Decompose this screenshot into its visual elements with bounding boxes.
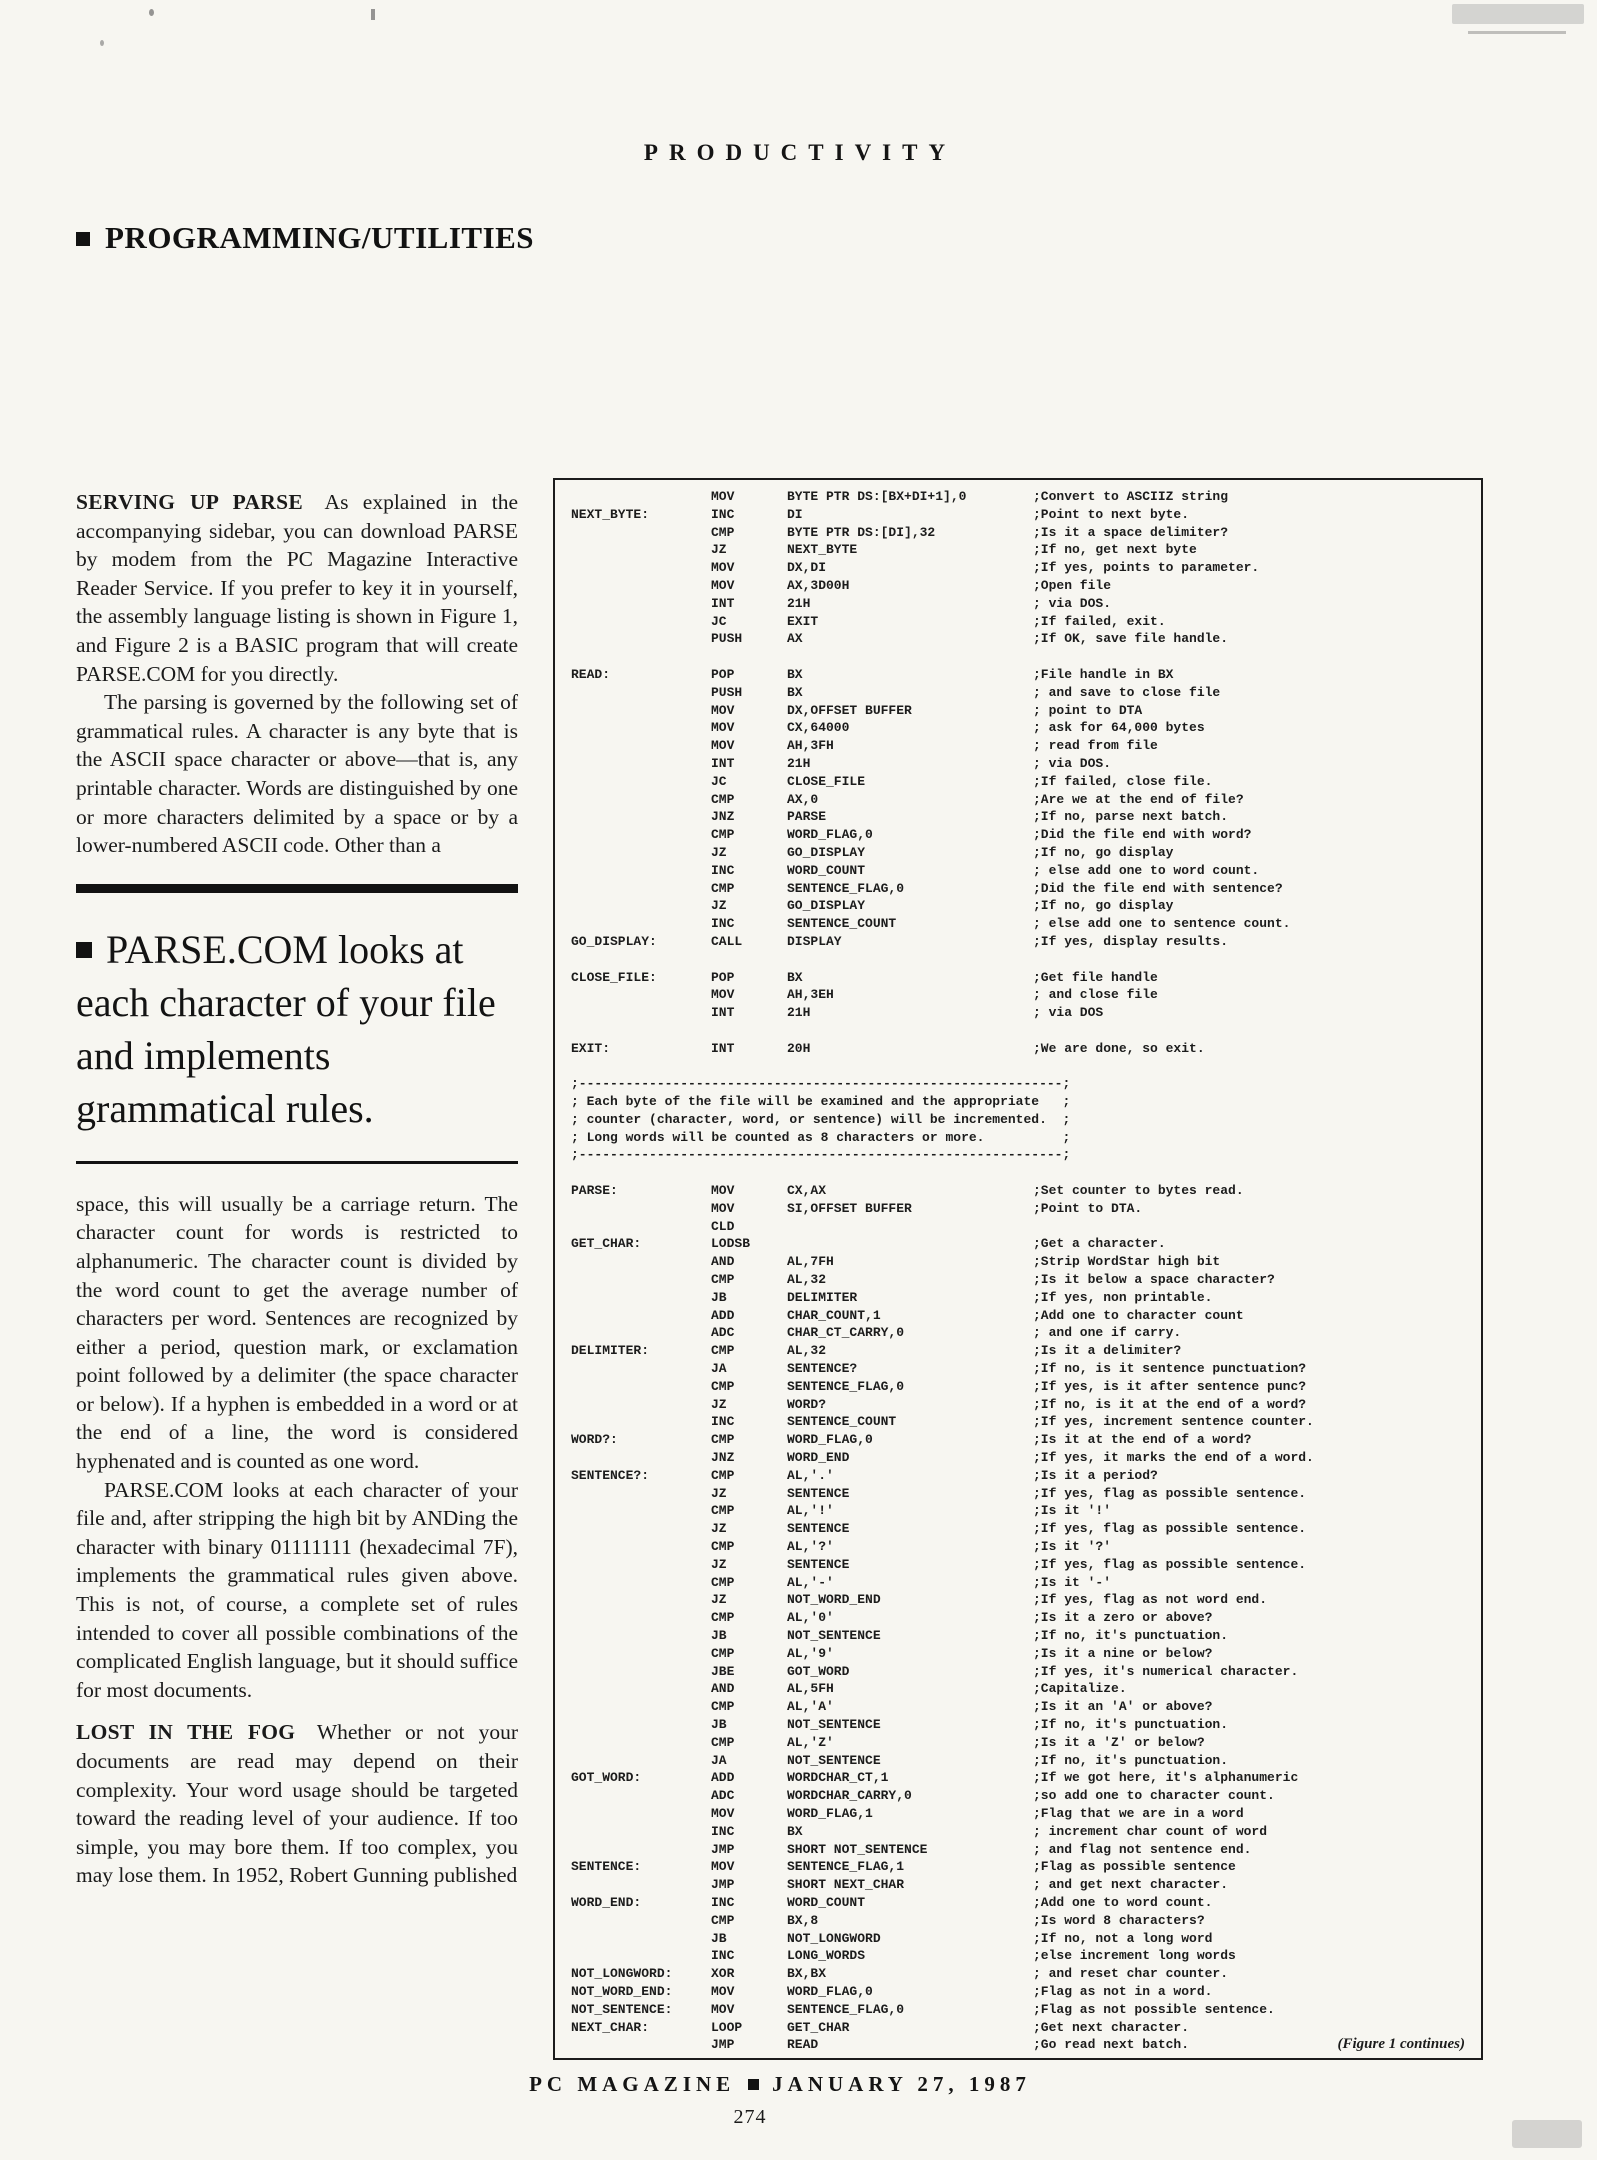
- code-line: CLOSE_FILE: POP BX ;Get file handle: [571, 969, 1158, 985]
- code-line: CMP AX,0 ;Are we at the end of file?: [711, 791, 1244, 807]
- code-line: AND AL,5FH ;Capitalize.: [711, 1681, 1127, 1697]
- scan-artifact: [100, 40, 104, 46]
- code-line: MOV SI,OFFSET BUFFER ;Point to DTA.: [711, 1200, 1143, 1216]
- code-line: ; Each byte of the file will be examined and the appropriate ;: [571, 1094, 1071, 1110]
- code-line: JC EXIT ;If failed, exit.: [711, 613, 1166, 629]
- code-line: WORD_END: INC WORD_COUNT ;Add one to word count.: [571, 1894, 1213, 1910]
- article-column: [76, 488, 518, 1890]
- code-line: SENTENCE: MOV SENTENCE_FLAG,1 ;Flag as possible sentence: [571, 1859, 1236, 1875]
- code-line: PUSH BX ; and save to close file: [711, 684, 1221, 700]
- article-paragraphs-bottom: [76, 1190, 518, 1890]
- code-line: INC WORD_COUNT ; else add one to word count.: [711, 862, 1260, 878]
- running-head: PRODUCTIVITY: [643, 140, 957, 165]
- code-line: PARSE: MOV CX,AX ;Set counter to bytes read.: [571, 1183, 1244, 1199]
- code-line: ;--------------------------------------------------------------;: [571, 1076, 1071, 1092]
- code-line: JZ SENTENCE ;If yes, flag as possible sentence.: [711, 1485, 1307, 1501]
- code-line: PUSH AX ;If OK, save file handle.: [711, 631, 1229, 647]
- code-line: DELIMITER: CMP AL,32 ;Is it a delimiter?: [571, 1343, 1182, 1359]
- code-line: CMP AL,'Z' ;Is it a 'Z' or below?: [711, 1734, 1205, 1750]
- code-line: JZ WORD? ;If no, is it at the end of a word?: [711, 1396, 1307, 1412]
- code-line: JC CLOSE_FILE ;If failed, close file.: [711, 773, 1213, 789]
- scan-artifact: [1468, 31, 1566, 34]
- article-paragraph: SERVING UP PARSE As explained in the accompanying sidebar, you can download PARSE by modem from the PC Magazine Interactive Reader Service. If you prefer to key it in yourself, the assembly language listing is shown in Figure 1, and Figure 2 is a BASIC program that will create PARSE.COM for you directly.: [76, 490, 518, 686]
- code-line: JNZ PARSE ;If no, parse next batch.: [711, 809, 1229, 825]
- code-line: JA SENTENCE? ;If no, is it sentence punctuation?: [711, 1361, 1307, 1377]
- code-line: CMP BX,8 ;Is word 8 characters?: [711, 1912, 1205, 1928]
- square-bullet-icon: [748, 2079, 759, 2090]
- code-line: JA NOT_SENTENCE ;If no, it's punctuation.: [711, 1752, 1229, 1768]
- code-line: GOT_WORD: ADD WORDCHAR_CT,1 ;If we got here, it's alphanumeric: [571, 1770, 1299, 1786]
- code-line: JB NOT_SENTENCE ;If no, it's punctuation.: [711, 1628, 1229, 1643]
- code-line: READ: POP BX ;File handle in BX: [571, 666, 1174, 682]
- code-line: WORD?: CMP WORD_FLAG,0 ;Is it at the end of a word?: [571, 1432, 1252, 1448]
- code-lines: [571, 488, 1481, 2054]
- code-line: JNZ WORD_END ;If yes, it marks the end of a word.: [711, 1450, 1314, 1466]
- page-footer: [0, 2072, 1560, 2097]
- page-number: 274: [733, 2106, 767, 2128]
- code-line: ADC CHAR_CT_CARRY,0 ; and one if carry.: [711, 1325, 1182, 1341]
- code-line: [571, 1022, 1481, 1040]
- scan-artifact: [371, 9, 375, 20]
- code-line: JB DELIMITER ;If yes, non printable.: [711, 1289, 1213, 1305]
- code-line: CMP SENTENCE_FLAG,0 ;If yes, is it after sentence punc?: [711, 1378, 1307, 1394]
- code-line: JZ GO_DISPLAY ;If no, go display: [711, 844, 1174, 860]
- code-line: SENTENCE?: CMP AL,'.' ;Is it a period?: [571, 1467, 1158, 1483]
- section-heading: [76, 220, 534, 256]
- run-in-heading: LOST IN THE FOG: [76, 1720, 296, 1745]
- code-line: INC LONG_WORDS ;else increment long words: [711, 1948, 1236, 1964]
- code-line: JMP SHORT NOT_SENTENCE ; and flag not sentence end.: [711, 1841, 1252, 1857]
- scan-artifact: [1512, 2120, 1582, 2148]
- code-line: CMP BYTE PTR DS:[DI],32 ;Is it a space delimiter?: [711, 524, 1229, 540]
- code-line: MOV BYTE PTR DS:[BX+DI+1],0 ;Convert to ASCIIZ string: [711, 489, 1229, 504]
- thick-rule: [76, 884, 518, 893]
- code-line: CMP AL,'-' ;Is it '-': [711, 1574, 1112, 1590]
- code-line: MOV DX,OFFSET BUFFER ; point to DTA: [711, 702, 1143, 718]
- scan-artifact: [149, 9, 154, 16]
- code-line: [571, 1058, 1481, 1076]
- code-line: MOV AX,3D00H ;Open file: [711, 577, 1112, 593]
- code-line: CMP AL,'9' ;Is it a nine or below?: [711, 1645, 1213, 1661]
- code-line: INT 21H ; via DOS.: [711, 595, 1112, 611]
- code-line: CMP SENTENCE_FLAG,0 ;Did the file end with sentence?: [711, 880, 1283, 896]
- code-line: JMP READ ;Go read next batch. (Figure 1 continues): [711, 2036, 1465, 2053]
- code-line: [571, 951, 1481, 969]
- footer-magazine: PC MAGAZINE: [529, 2072, 736, 2096]
- code-line: JZ NOT_WORD_END ;If yes, flag as not word end.: [711, 1592, 1268, 1608]
- code-line: CMP AL,'A' ;Is it an 'A' or above?: [711, 1699, 1213, 1715]
- code-line: [571, 648, 1481, 666]
- code-line: JB NOT_SENTENCE ;If no, it's punctuation.: [711, 1716, 1229, 1732]
- code-line: AND AL,7FH ;Strip WordStar high bit: [711, 1254, 1221, 1270]
- code-line: JMP SHORT NEXT_CHAR ; and get next character.: [711, 1877, 1229, 1893]
- code-line: INC SENTENCE_COUNT ; else add one to sentence count.: [711, 916, 1291, 932]
- code-line: NOT_WORD_END: MOV WORD_FLAG,0 ;Flag as not in a word.: [571, 1983, 1213, 1999]
- code-line: ADC WORDCHAR_CARRY,0 ;so add one to character count.: [711, 1788, 1275, 1804]
- code-line: CMP WORD_FLAG,0 ;Did the file end with word?: [711, 827, 1252, 843]
- scan-artifact: [1452, 4, 1584, 24]
- code-line: INT 21H ; via DOS.: [711, 755, 1112, 771]
- code-line: MOV AH,3EH ; and close file: [711, 987, 1158, 1003]
- code-line: EXIT: INT 20H ;We are done, so exit.: [571, 1040, 1205, 1056]
- code-line: JZ SENTENCE ;If yes, flag as possible sentence.: [711, 1556, 1307, 1572]
- code-line: GET_CHAR: LODSB ;Get a character.: [571, 1236, 1166, 1252]
- article-paragraph: space, this will usually be a carriage return. The character count for words is restricted to alphanumeric. The character count is divided by the word count to get the average number of characters per word. Sentences are recognized by either a period, question mark, or exclamation point followed by a delimiter (the space character or below). If a hyphen is embedded in a word or at the end of a line, the word is considered hyphenated and is counted as one word.: [76, 1191, 518, 1474]
- code-line: CMP AL,'?' ;Is it '?': [711, 1539, 1112, 1555]
- code-line: ; counter (character, word, or sentence) will be incremented. ;: [571, 1111, 1071, 1127]
- code-line: NOT_LONGWORD: XOR BX,BX ; and reset char counter.: [571, 1966, 1229, 1982]
- pull-quote: [76, 923, 518, 1135]
- code-line: INC SENTENCE_COUNT ;If yes, increment sentence counter.: [711, 1414, 1314, 1430]
- article-paragraphs-top: [76, 488, 518, 860]
- article-paragraph: PARSE.COM looks at each character of your file and, after stripping the high bit by ANDing the character with binary 01111111 (hexadecimal 7F), implements the grammatical rules given above. This is not, of course, a complete set of rules intended to cover all possible combinations of the complicated English language, but it should suffice for most documents.: [76, 1477, 518, 1702]
- article-paragraph: LOST IN THE FOG Whether or not your documents are read may depend on their complexity. Your word usage should be targeted toward the reading level of your audience. If too simple, you may bore them. If too complex, you may lose them. In 1952, Robert Gunning published: [76, 1720, 518, 1888]
- code-line: CMP AL,'!' ;Is it '!': [711, 1503, 1112, 1519]
- code-line: INT 21H ; via DOS: [711, 1005, 1104, 1021]
- square-bullet-icon: [76, 232, 90, 246]
- code-line: JZ GO_DISPLAY ;If no, go display: [711, 898, 1174, 914]
- code-line: MOV DX,DI ;If yes, points to parameter.: [711, 560, 1260, 576]
- code-line: JZ NEXT_BYTE ;If no, get next byte: [711, 542, 1197, 558]
- code-line: CMP AL,'0' ;Is it a zero or above?: [711, 1610, 1213, 1626]
- code-line: ; Long words will be counted as 8 characters or more. ;: [571, 1129, 1071, 1145]
- code-line: JBE GOT_WORD ;If yes, it's numerical character.: [711, 1663, 1299, 1679]
- footer-date: JANUARY 27, 1987: [772, 2072, 1031, 2096]
- section-heading-text: PROGRAMMING/UTILITIES: [105, 220, 535, 255]
- code-line: [571, 1164, 1481, 1182]
- code-line: ;--------------------------------------------------------------;: [571, 1147, 1071, 1163]
- code-line: NOT_SENTENCE: MOV SENTENCE_FLAG,0 ;Flag as not possible sentence.: [571, 2001, 1275, 2017]
- code-line: CLD: [711, 1218, 735, 1234]
- code-line: GO_DISPLAY: CALL DISPLAY ;If yes, display results.: [571, 933, 1229, 949]
- code-line: JZ SENTENCE ;If yes, flag as possible sentence.: [711, 1521, 1307, 1537]
- pull-quote-text: PARSE.COM looks at each character of your file and implements grammatical rules.: [76, 926, 496, 1131]
- figure-1-code-box: [553, 478, 1483, 2060]
- code-line: CMP AL,32 ;Is it below a space character?: [711, 1272, 1275, 1288]
- article-paragraph: The parsing is governed by the following set of grammatical rules. A character is any byte that is the ASCII space character or above—that is, any printable character. Words are distinguished by one or more characters delimited by a space or by a lower-numbered ASCII code. Other than a: [76, 690, 518, 858]
- code-line: INC BX ; increment char count of word: [711, 1823, 1268, 1839]
- code-line: JB NOT_LONGWORD ;If no, not a long word: [711, 1930, 1213, 1946]
- run-in-heading: SERVING UP PARSE: [76, 490, 304, 514]
- thin-rule: [76, 1161, 518, 1164]
- code-line: ADD CHAR_COUNT,1 ;Add one to character count: [711, 1307, 1244, 1323]
- figure-continues-note: (Figure 1 continues): [1337, 2036, 1465, 2053]
- code-line: NEXT_CHAR: LOOP GET_CHAR ;Get next character.: [571, 2019, 1190, 2035]
- code-line: MOV WORD_FLAG,1 ;Flag that we are in a word: [711, 1805, 1244, 1821]
- code-line: MOV CX,64000 ; ask for 64,000 bytes: [711, 720, 1205, 736]
- square-bullet-icon: [76, 942, 92, 958]
- code-line: MOV AH,3FH ; read from file: [711, 738, 1158, 754]
- code-line: NEXT_BYTE: INC DI ;Point to next byte.: [571, 506, 1190, 522]
